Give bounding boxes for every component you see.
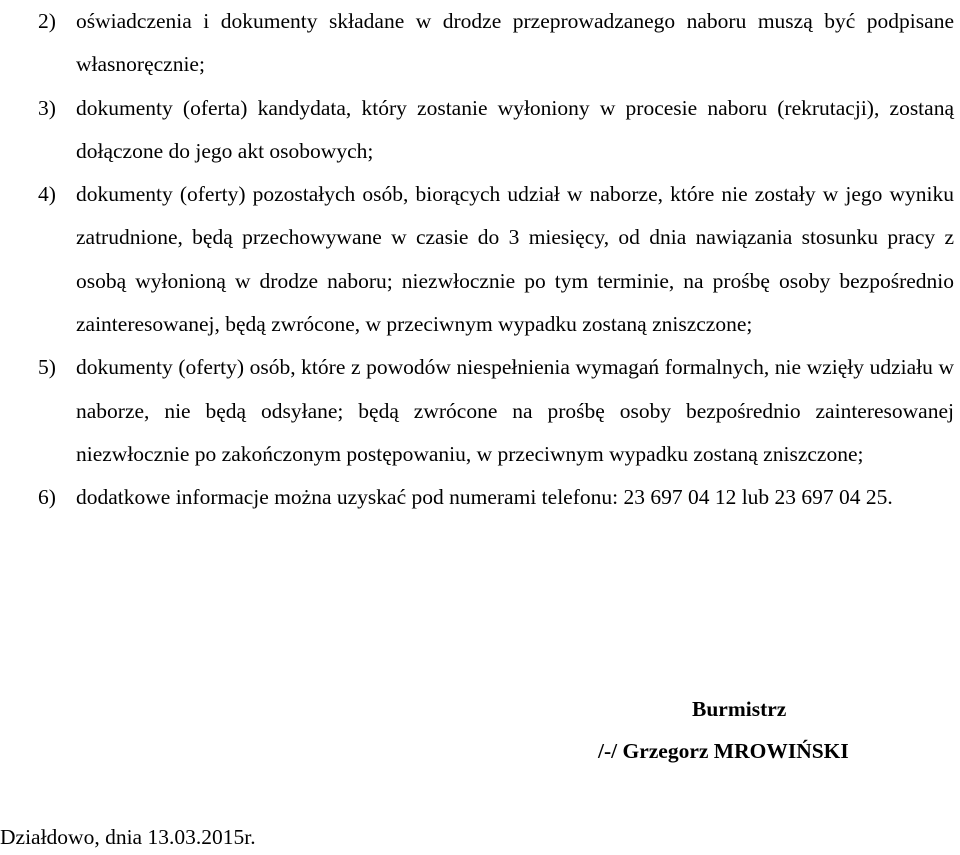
list-item-number: 6) (38, 485, 56, 510)
list-item-text: dokumenty (oferty) pozostałych osób, biorących udział w naborze, które nie zostały w jego wyniku zatrudnione, będą przechowywane w czasie do 3 miesięcy, od dnia nawiązania stosunku pracy z osobą wyłonioną w drodze naboru; niezwłocznie po tym terminie, na prośbę osoby bezpośrednio zainteresowanej, będą zwrócone, w przeciwnym wypadku zostaną zniszczone; (76, 182, 954, 337)
place-and-date: Działdowo, dnia 13.03.2015r. (0, 825, 256, 849)
list-item-number: 5) (38, 355, 56, 380)
signature-name: /-/ Grzegorz MROWIŃSKI (598, 739, 849, 763)
list-item-number: 2) (38, 9, 56, 33)
list-item (0, 0, 954, 87)
list-item (0, 173, 954, 346)
list-item-number: 3) (38, 95, 56, 120)
list-item (0, 346, 954, 476)
signature-title: Burmistrz (692, 697, 787, 721)
list-item-text: dokumenty (oferty) osób, które z powodów niespełnienia wymagań formalnych, nie wzięły udziału w naborze, nie będą odsyłane; będą zwrócone na prośbę osoby bezpośrednio zainteresowanej niezwłocznie po zakończonym postępowaniu, w przeciwnym wypadku zostaną zniszczone; (76, 355, 954, 466)
list-item-text: oświadczenia i dokumenty składane w drodze przeprowadzanego naboru muszą być podpisane własnoręcznie; (76, 9, 954, 77)
list-item (0, 87, 954, 174)
list-item-text: dokumenty (oferta) kandydata, który zostanie wyłoniony w procesie naboru (rekrutacji), zostaną dołączone do jego akt osobowych; (76, 95, 954, 163)
list-item-text: dodatkowe informacje można uzyskać pod numerami telefonu: 23 697 04 12 lub 23 697 04 25. (76, 485, 893, 510)
list-item-number: 4) (38, 182, 56, 207)
list-item (0, 476, 954, 519)
